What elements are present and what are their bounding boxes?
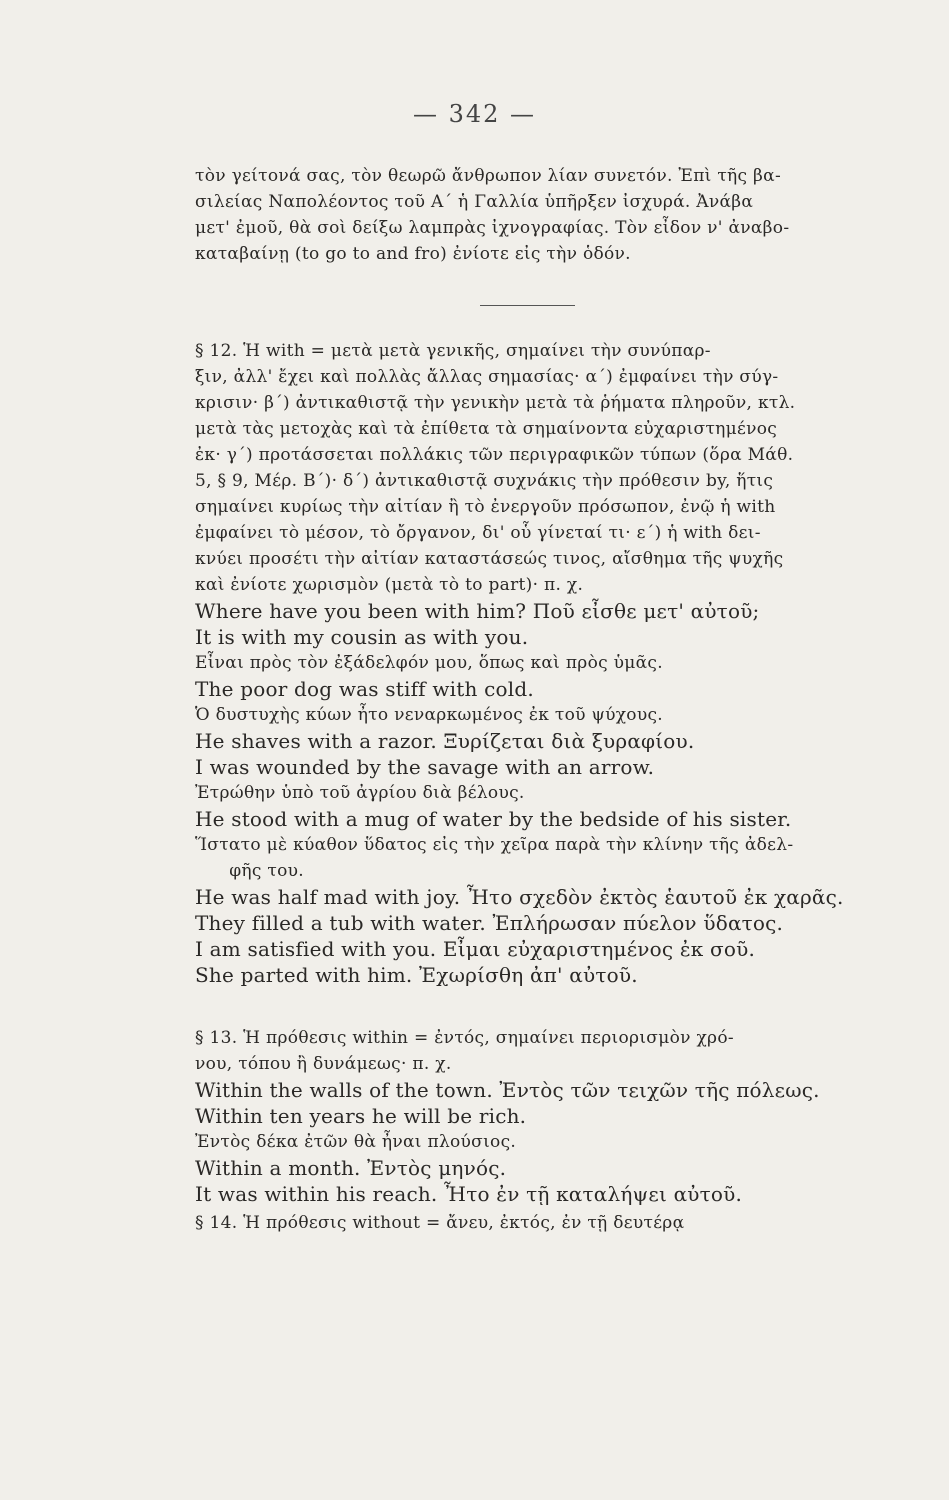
text-line: ἐμφαίνει τὸ μέσον, τὸ ὄργανον, δι' οὗ γίνεταί τι· ε΄) ἡ with δει- (195, 523, 761, 543)
paragraph-top (195, 163, 895, 267)
text-line: § 13. Ἡ πρόθεσις within = ἐντός, σημαίνει περιορισμὸν χρό- (195, 1028, 734, 1048)
translation-line: Ὁ δυστυχὴς κύων ἦτο νεναρκωμένος ἐκ τοῦ ψύχους. (195, 705, 664, 725)
example-line: They filled a tub with water. Ἐπλήρωσαν πύελον ὕδατος. (195, 911, 784, 935)
text-line: κνύει προσέτι τὴν αἰτίαν καταστάσεώς τινος, αἴσθημα τῆς ψυχῆς (195, 549, 784, 569)
example-line: The poor dog was stiff with cold. (195, 677, 534, 701)
example-line: She parted with him. Ἐχωρίσθη ἀπ' αὐτοῦ. (195, 963, 638, 987)
example-line: He shaves with a razor. Ξυρίζεται διὰ ξυραφίου. (195, 729, 695, 753)
text-line: σημαίνει κυρίως τὴν αἰτίαν ἢ τὸ ἐνεργοῦν πρόσωπον, ἐνῷ ἡ with (195, 497, 776, 517)
example-line: Where have you been with him? Ποῦ εἶσθε μετ' αὐτοῦ; (195, 599, 760, 623)
text-line: ἐκ· γ΄) προτάσσεται πολλάκις τῶν περιγραφικῶν τύπων (ὅρα Μάθ. (195, 445, 794, 465)
section-13 (195, 1025, 895, 1207)
section-divider (480, 305, 575, 306)
section-12 (195, 338, 895, 988)
text-line: κρισιν· β΄) ἀντικαθιστᾷ τὴν γενικὴν μετὰ τὰ ῥήματα πληροῦν, κτλ. (195, 393, 796, 413)
text-line: νου, τόπου ἢ δυνάμεως· π. χ. (195, 1054, 452, 1074)
example-line: It is with my cousin as with you. (195, 625, 529, 649)
example-line: It was within his reach. Ἦτο ἐν τῇ καταλήψει αὐτοῦ. (195, 1182, 743, 1206)
translation-line: Ἐτρώθην ὑπὸ τοῦ ἀγρίου διὰ βέλους. (195, 783, 525, 803)
text-line: μετ' ἐμοῦ, θὰ σοὶ δείξω λαμπρὰς ἰχνογραφίας. Τὸν εἶδον ν' ἀναβο- (195, 218, 790, 238)
example-line: He stood with a mug of water by the bedside of his sister. (195, 807, 792, 831)
example-line: Within ten years he will be rich. (195, 1104, 527, 1128)
example-line: Within a month. Ἐντὸς μηνός. (195, 1156, 507, 1180)
example-line: He was half mad with joy. Ἦτο σχεδὸν ἐκτὸς ἑαυτοῦ ἐκ χαρᾶς. (195, 885, 844, 909)
text-line: § 14. Ἡ πρόθεσις without = ἄνευ, ἐκτός, ἐν τῇ δευτέρᾳ (195, 1213, 685, 1233)
example-line: Within the walls of the town. Ἐντὸς τῶν τειχῶν τῆς πόλεως. (195, 1078, 820, 1102)
translation-line: Εἶναι πρὸς τὸν ἐξάδελφόν μου, ὅπως καὶ πρὸς ὑμᾶς. (195, 653, 663, 673)
text-line: καταβαίνῃ (to go to and fro) ἐνίοτε εἰς τὴν ὁδόν. (195, 244, 631, 264)
example-line: I am satisfied with you. Εἶμαι εὐχαριστημένος ἐκ σοῦ. (195, 937, 756, 961)
translation-line: Ἵστατο μὲ κύαθον ὕδατος εἰς τὴν χεῖρα παρὰ τὴν κλίνην τῆς ἀδελ- (195, 835, 794, 855)
text-line: σιλείας Ναπολέοντος τοῦ Α΄ ἡ Γαλλία ὑπῆρξεν ἰσχυρά. Ἀνάβα (195, 192, 754, 212)
text-line: ξιν, ἀλλ' ἔχει καὶ πολλὰς ἄλλας σημασίας· α΄) ἐμφαίνει τὴν σύγ- (195, 367, 779, 387)
text-line: 5, § 9, Μέρ. Β΄)· δ΄) ἀντικαθιστᾷ συχνάκις τὴν πρόθεσιν by, ἥτις (195, 471, 774, 491)
translation-line: Ἐντὸς δέκα ἐτῶν θὰ ἦναι πλούσιος. (195, 1132, 517, 1152)
section-14 (195, 1210, 895, 1236)
text-line: καὶ ἐνίοτε χωρισμὸν (μετὰ τὸ to part)· π. χ. (195, 575, 584, 595)
text-line: τὸν γείτονά σας, τὸν θεωρῶ ἄνθρωπον λίαν συνετόν. Ἐπὶ τῆς βα- (195, 166, 782, 186)
example-line: I was wounded by the savage with an arrow. (195, 755, 655, 779)
translation-line: φῆς του. (195, 861, 305, 881)
text-line: μετὰ τὰς μετοχὰς καὶ τὰ ἐπίθετα τὰ σημαίνοντα εὐχαριστημένος (195, 419, 778, 439)
text-line: § 12. Ἡ with = μετὰ μετὰ γενικῆς, σημαίνει τὴν συνύπαρ- (195, 341, 711, 361)
page-number: — 342 — (412, 100, 537, 128)
